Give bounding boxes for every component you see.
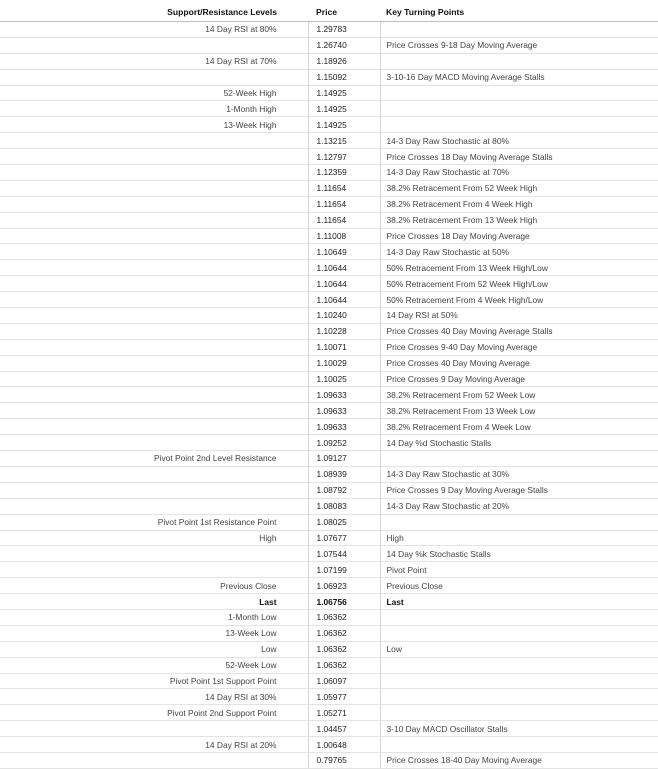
turning-point-cell: Price Crosses 18 Day Moving Average Stalls bbox=[380, 149, 658, 165]
price-cell: 1.15092 bbox=[308, 69, 380, 85]
price-cell: 1.06362 bbox=[308, 625, 380, 641]
turning-point-cell: Price Crosses 40 Day Moving Average Stalls bbox=[380, 323, 658, 339]
turning-point-cell: 50% Retracement From 52 Week High/Low bbox=[380, 276, 658, 292]
price-cell: 1.12797 bbox=[308, 149, 380, 165]
table-row bbox=[0, 451, 658, 467]
turning-point-cell: Price Crosses 18-40 Day Moving Average bbox=[380, 752, 658, 768]
level-cell bbox=[0, 419, 308, 435]
table-row bbox=[0, 705, 658, 721]
turning-point-cell bbox=[380, 705, 658, 721]
table-row bbox=[0, 466, 658, 482]
price-cell: 1.09633 bbox=[308, 387, 380, 403]
level-cell bbox=[0, 37, 308, 53]
price-cell: 1.07199 bbox=[308, 562, 380, 578]
price-cell: 1.10025 bbox=[308, 371, 380, 387]
price-cell: 1.13215 bbox=[308, 133, 380, 149]
turning-point-cell: 38.2% Retracement From 4 Week Low bbox=[380, 419, 658, 435]
price-cell: 1.18926 bbox=[308, 53, 380, 69]
turning-point-cell bbox=[380, 625, 658, 641]
turning-point-cell: 14-3 Day Raw Stochastic at 70% bbox=[380, 165, 658, 181]
turning-point-cell: 14 Day %k Stochastic Stalls bbox=[380, 546, 658, 562]
level-cell bbox=[0, 482, 308, 498]
price-cell: 1.11654 bbox=[308, 196, 380, 212]
level-cell: 13-Week Low bbox=[0, 625, 308, 641]
level-cell: Last bbox=[0, 594, 308, 610]
table-row bbox=[0, 578, 658, 594]
level-cell: 1-Month High bbox=[0, 101, 308, 117]
level-cell bbox=[0, 721, 308, 737]
level-cell: 52-Week High bbox=[0, 85, 308, 101]
table-row bbox=[0, 212, 658, 228]
table-row bbox=[0, 37, 658, 53]
level-cell: Pivot Point 2nd Level Resistance bbox=[0, 451, 308, 467]
turning-point-cell: 14 Day RSI at 50% bbox=[380, 308, 658, 324]
price-cell: 1.09633 bbox=[308, 403, 380, 419]
price-cell: 1.08939 bbox=[308, 466, 380, 482]
level-cell: 14 Day RSI at 20% bbox=[0, 737, 308, 753]
table-row bbox=[0, 562, 658, 578]
price-cell: 1.09252 bbox=[308, 435, 380, 451]
price-cell: 1.09633 bbox=[308, 419, 380, 435]
price-cell: 1.06923 bbox=[308, 578, 380, 594]
level-cell: Previous Close bbox=[0, 578, 308, 594]
table-row bbox=[0, 609, 658, 625]
table-row bbox=[0, 752, 658, 768]
price-cell: 1.10029 bbox=[308, 355, 380, 371]
turning-point-cell bbox=[380, 673, 658, 689]
price-cell: 1.14925 bbox=[308, 101, 380, 117]
table-row bbox=[0, 69, 658, 85]
price-cell: 1.06097 bbox=[308, 673, 380, 689]
level-cell: High bbox=[0, 530, 308, 546]
level-cell bbox=[0, 212, 308, 228]
price-cell: 1.07544 bbox=[308, 546, 380, 562]
table-row bbox=[0, 228, 658, 244]
turning-point-cell: 50% Retracement From 4 Week High/Low bbox=[380, 292, 658, 308]
turning-point-cell: Pivot Point bbox=[380, 562, 658, 578]
price-cell: 1.08025 bbox=[308, 514, 380, 530]
level-cell: 52-Week Low bbox=[0, 657, 308, 673]
price-cell: 1.06362 bbox=[308, 657, 380, 673]
price-cell: 1.11008 bbox=[308, 228, 380, 244]
turning-point-cell: 38.2% Retracement From 13 Week Low bbox=[380, 403, 658, 419]
price-cell: 1.08792 bbox=[308, 482, 380, 498]
level-cell: Pivot Point 1st Support Point bbox=[0, 673, 308, 689]
level-cell bbox=[0, 180, 308, 196]
table-row bbox=[0, 625, 658, 641]
turning-point-cell: Last bbox=[380, 594, 658, 610]
turning-point-cell bbox=[380, 657, 658, 673]
level-cell bbox=[0, 562, 308, 578]
level-cell bbox=[0, 466, 308, 482]
table-row bbox=[0, 22, 658, 38]
levels-table bbox=[0, 2, 658, 769]
level-cell bbox=[0, 165, 308, 181]
level-cell: 14 Day RSI at 80% bbox=[0, 22, 308, 38]
price-cell: 1.11654 bbox=[308, 180, 380, 196]
table-row bbox=[0, 514, 658, 530]
table-row bbox=[0, 594, 658, 610]
price-cell: 1.10071 bbox=[308, 339, 380, 355]
price-cell: 1.07677 bbox=[308, 530, 380, 546]
table-row bbox=[0, 196, 658, 212]
header-turning-points: Key Turning Points bbox=[380, 2, 658, 22]
turning-point-cell: Price Crosses 40 Day Moving Average bbox=[380, 355, 658, 371]
level-cell bbox=[0, 435, 308, 451]
turning-point-cell bbox=[380, 737, 658, 753]
price-cell: 1.10240 bbox=[308, 308, 380, 324]
header-levels: Support/Resistance Levels bbox=[0, 2, 308, 22]
table-row bbox=[0, 133, 658, 149]
turning-point-cell: 14-3 Day Raw Stochastic at 50% bbox=[380, 244, 658, 260]
table-row bbox=[0, 308, 658, 324]
table-row bbox=[0, 117, 658, 133]
level-cell bbox=[0, 196, 308, 212]
price-cell: 1.09127 bbox=[308, 451, 380, 467]
price-cell: 1.08083 bbox=[308, 498, 380, 514]
turning-point-cell: High bbox=[380, 530, 658, 546]
table-row bbox=[0, 737, 658, 753]
level-cell bbox=[0, 276, 308, 292]
table-row bbox=[0, 371, 658, 387]
price-cell: 0.79765 bbox=[308, 752, 380, 768]
turning-point-cell bbox=[380, 22, 658, 38]
table-row bbox=[0, 657, 658, 673]
turning-point-cell: 3-10 Day MACD Oscillator Stalls bbox=[380, 721, 658, 737]
turning-point-cell bbox=[380, 53, 658, 69]
table-row bbox=[0, 530, 658, 546]
price-cell: 1.10649 bbox=[308, 244, 380, 260]
price-cell: 1.05271 bbox=[308, 705, 380, 721]
price-cell: 1.06362 bbox=[308, 609, 380, 625]
level-cell bbox=[0, 149, 308, 165]
turning-point-cell bbox=[380, 117, 658, 133]
turning-point-cell: Price Crosses 9 Day Moving Average bbox=[380, 371, 658, 387]
price-cell: 1.14925 bbox=[308, 85, 380, 101]
level-cell: 1-Month Low bbox=[0, 609, 308, 625]
table-row bbox=[0, 101, 658, 117]
price-cell: 1.10644 bbox=[308, 292, 380, 308]
turning-point-cell bbox=[380, 85, 658, 101]
level-cell bbox=[0, 228, 308, 244]
table-row bbox=[0, 165, 658, 181]
turning-point-cell: Price Crosses 18 Day Moving Average bbox=[380, 228, 658, 244]
price-cell: 1.04457 bbox=[308, 721, 380, 737]
level-cell: 14 Day RSI at 70% bbox=[0, 53, 308, 69]
price-cell: 1.12359 bbox=[308, 165, 380, 181]
level-cell bbox=[0, 260, 308, 276]
table-row bbox=[0, 276, 658, 292]
turning-point-cell: 14-3 Day Raw Stochastic at 80% bbox=[380, 133, 658, 149]
turning-point-cell bbox=[380, 101, 658, 117]
level-cell bbox=[0, 323, 308, 339]
header-price: Price bbox=[308, 2, 380, 22]
level-cell: Pivot Point 2nd Support Point bbox=[0, 705, 308, 721]
turning-point-cell bbox=[380, 689, 658, 705]
price-cell: 1.06756 bbox=[308, 594, 380, 610]
turning-point-cell: 38.2% Retracement From 4 Week High bbox=[380, 196, 658, 212]
level-cell: Low bbox=[0, 641, 308, 657]
turning-point-cell: Price Crosses 9-18 Day Moving Average bbox=[380, 37, 658, 53]
price-cell: 1.06362 bbox=[308, 641, 380, 657]
turning-point-cell: Previous Close bbox=[380, 578, 658, 594]
table-row bbox=[0, 403, 658, 419]
price-cell: 1.05977 bbox=[308, 689, 380, 705]
price-cell: 1.14925 bbox=[308, 117, 380, 133]
turning-point-cell: 14-3 Day Raw Stochastic at 30% bbox=[380, 466, 658, 482]
table-row bbox=[0, 641, 658, 657]
turning-point-cell: Price Crosses 9 Day Moving Average Stalls bbox=[380, 482, 658, 498]
level-cell bbox=[0, 355, 308, 371]
turning-point-cell: 38.2% Retracement From 52 Week Low bbox=[380, 387, 658, 403]
table-row bbox=[0, 260, 658, 276]
turning-point-cell bbox=[380, 451, 658, 467]
level-cell bbox=[0, 546, 308, 562]
table-row bbox=[0, 53, 658, 69]
level-cell bbox=[0, 498, 308, 514]
table-row bbox=[0, 244, 658, 260]
table-row bbox=[0, 339, 658, 355]
price-cell: 1.10644 bbox=[308, 260, 380, 276]
level-cell bbox=[0, 69, 308, 85]
level-cell bbox=[0, 292, 308, 308]
price-cell: 1.11654 bbox=[308, 212, 380, 228]
turning-point-cell bbox=[380, 609, 658, 625]
turning-point-cell: 14 Day %d Stochastic Stalls bbox=[380, 435, 658, 451]
turning-point-cell: 50% Retracement From 13 Week High/Low bbox=[380, 260, 658, 276]
table-row bbox=[0, 673, 658, 689]
turning-point-cell: Low bbox=[380, 641, 658, 657]
table-row bbox=[0, 387, 658, 403]
table-row bbox=[0, 180, 658, 196]
table-row bbox=[0, 546, 658, 562]
level-cell bbox=[0, 371, 308, 387]
level-cell bbox=[0, 387, 308, 403]
price-cell: 1.26740 bbox=[308, 37, 380, 53]
turning-point-cell: 38.2% Retracement From 13 Week High bbox=[380, 212, 658, 228]
turning-point-cell: 38.2% Retracement From 52 Week High bbox=[380, 180, 658, 196]
price-cell: 1.10228 bbox=[308, 323, 380, 339]
turning-point-cell: 3-10-16 Day MACD Moving Average Stalls bbox=[380, 69, 658, 85]
level-cell bbox=[0, 339, 308, 355]
level-cell: 13-Week High bbox=[0, 117, 308, 133]
table-row bbox=[0, 419, 658, 435]
price-cell: 1.00648 bbox=[308, 737, 380, 753]
table-row bbox=[0, 355, 658, 371]
level-cell bbox=[0, 403, 308, 419]
header-row bbox=[0, 2, 658, 22]
table-row bbox=[0, 149, 658, 165]
level-cell bbox=[0, 244, 308, 260]
price-cell: 1.10644 bbox=[308, 276, 380, 292]
level-cell: Pivot Point 1st Resistance Point bbox=[0, 514, 308, 530]
level-cell: 14 Day RSI at 30% bbox=[0, 689, 308, 705]
level-cell bbox=[0, 752, 308, 768]
table-row bbox=[0, 435, 658, 451]
table-row bbox=[0, 85, 658, 101]
table-row bbox=[0, 689, 658, 705]
table-row bbox=[0, 323, 658, 339]
table-row bbox=[0, 721, 658, 737]
level-cell bbox=[0, 133, 308, 149]
table-row bbox=[0, 292, 658, 308]
turning-point-cell bbox=[380, 514, 658, 530]
level-cell bbox=[0, 308, 308, 324]
table-row bbox=[0, 482, 658, 498]
turning-point-cell: 14-3 Day Raw Stochastic at 20% bbox=[380, 498, 658, 514]
table-body bbox=[0, 22, 658, 769]
price-cell: 1.29783 bbox=[308, 22, 380, 38]
turning-point-cell: Price Crosses 9-40 Day Moving Average bbox=[380, 339, 658, 355]
table-row bbox=[0, 498, 658, 514]
